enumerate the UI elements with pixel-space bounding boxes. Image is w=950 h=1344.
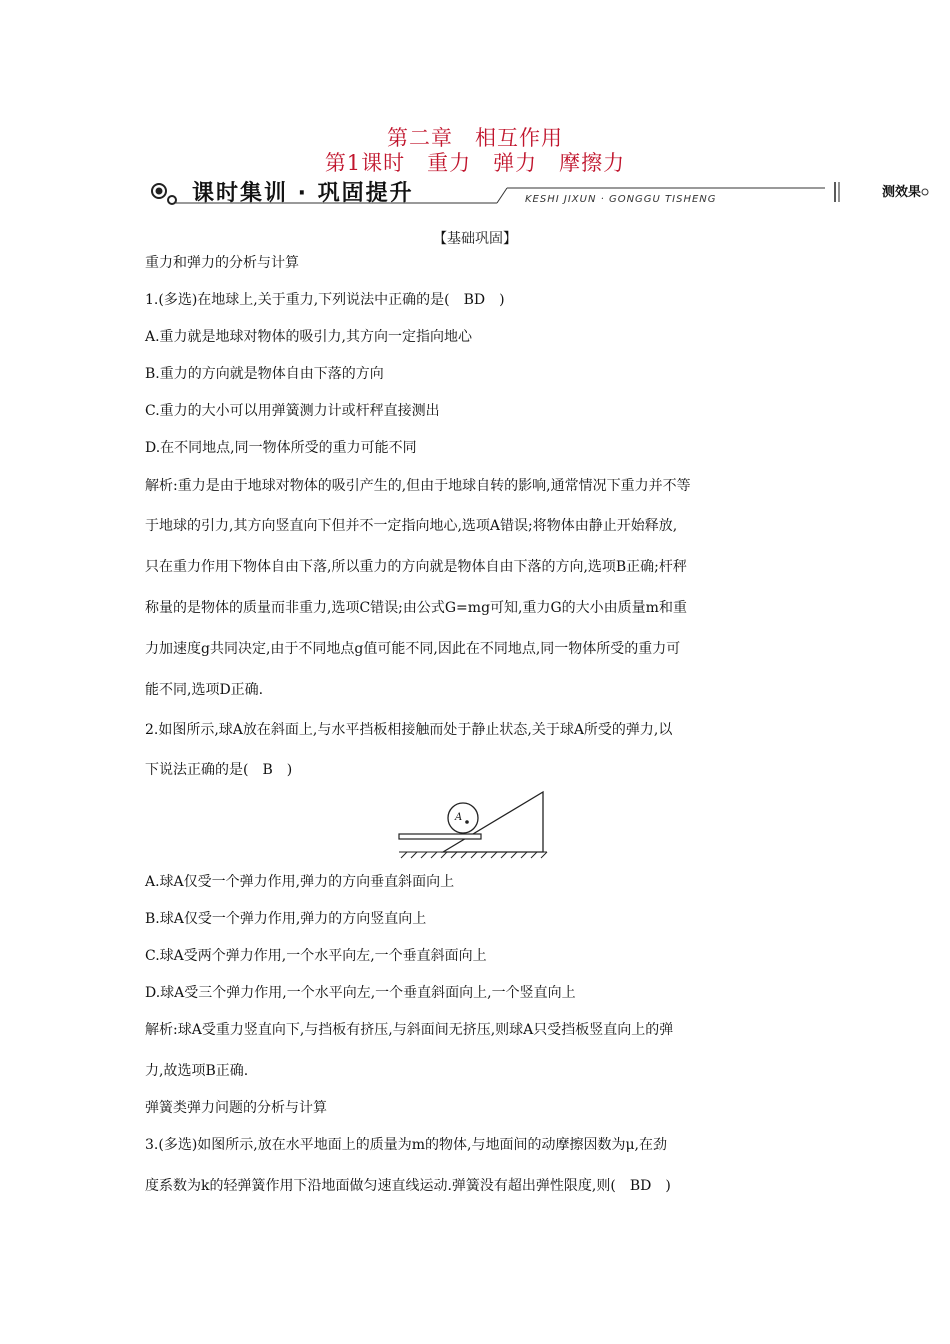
topic-heading: 重力和弹力的分析与计算 xyxy=(145,255,299,271)
question-1-analysis-line: 只在重力作用下物体自由下落,所以重力的方向就是物体自由下落的方向,选项B正确;杆秤 xyxy=(145,559,687,575)
question-1-stem: 1.(多选)在地球上,关于重力,下列说法中正确的是( BD ) xyxy=(145,292,505,308)
ball-center-dot xyxy=(465,820,469,824)
ball-on-incline-figure xyxy=(395,788,555,860)
question-1-option-c: C.重力的大小可以用弹簧测力计或杆秤直接测出 xyxy=(145,403,440,419)
question-1-option-d: D.在不同地点,同一物体所受的重力可能不同 xyxy=(145,440,417,456)
question-1-analysis-line: 称量的是物体的质量而非重力,选项C错误;由公式G=mg可知,重力G的大小由质量m和重 xyxy=(145,600,687,616)
horizontal-baffle xyxy=(399,834,481,839)
ball-a xyxy=(448,803,478,833)
ball-label: A xyxy=(455,812,463,823)
banner-pinyin: KESHI JIXUN · GONGGU TISHENG xyxy=(525,194,717,205)
question-2-stem: 下说法正确的是( B ) xyxy=(145,762,293,778)
banner-tag: 测效果 xyxy=(881,185,921,200)
question-2-option-b: B.球A仅受一个弹力作用,弹力的方向竖直向上 xyxy=(145,911,427,927)
question-1-analysis-line: 力加速度g共同决定,由于不同地点g值可能不同,因此在不同地点,同一物体所受的重力可 xyxy=(145,641,681,657)
question-2-option-c: C.球A受两个弹力作用,一个水平向左,一个垂直斜面向上 xyxy=(145,948,487,964)
question-2-option-d: D.球A受三个弹力作用,一个水平向左,一个垂直斜面向上,一个竖直向上 xyxy=(145,985,576,1001)
question-1-analysis-line: 能不同,选项D正确. xyxy=(145,682,264,698)
question-1-analysis-line: 于地球的引力,其方向竖直向下但并不一定指向地心,选项A错误;将物体由静止开始释放, xyxy=(145,518,678,534)
section-banner xyxy=(145,176,935,210)
topic-heading: 弹簧类弹力问题的分析与计算 xyxy=(145,1100,327,1116)
question-1-option-b: B.重力的方向就是物体自由下落的方向 xyxy=(145,366,384,382)
question-2-analysis-line: 力,故选项B正确. xyxy=(145,1063,249,1079)
question-3-stem: 度系数为k的轻弹簧作用下沿地面做匀速直线运动.弹簧没有超出弹性限度,则( BD ) xyxy=(145,1178,671,1194)
question-2-stem: 2.如图所示,球A放在斜面上,与水平挡板相接触而处于静止状态,关于球A所受的弹力,以 xyxy=(145,722,673,738)
ground-hatching xyxy=(399,852,547,858)
chapter-title: 第二章 相互作用 xyxy=(387,126,563,150)
banner-title: 课时集训 · 巩固提升 xyxy=(192,181,414,206)
question-3-stem: 3.(多选)如图所示,放在水平地面上的质量为m的物体,与地面间的动摩擦因数为μ,在劲 xyxy=(145,1137,668,1153)
question-1-option-a: A.重力就是地球对物体的吸引力,其方向一定指向地心 xyxy=(145,329,473,345)
question-1-analysis-line: 解析:重力是由于地球对物体的吸引产生的,但由于地球自转的影响,通常情况下重力并不等 xyxy=(145,478,691,494)
section-heading: 【基础巩固】 xyxy=(433,231,517,247)
question-2-analysis-line: 解析:球A受重力竖直向下,与挡板有挤压,与斜面间无挤压,则球A只受挡板竖直向上的弹 xyxy=(145,1022,674,1038)
lesson-title: 第1课时 重力 弹力 摩擦力 xyxy=(324,151,626,175)
question-2-option-a: A.球A仅受一个弹力作用,弹力的方向垂直斜面向上 xyxy=(145,874,455,890)
gear-icon xyxy=(152,184,176,204)
